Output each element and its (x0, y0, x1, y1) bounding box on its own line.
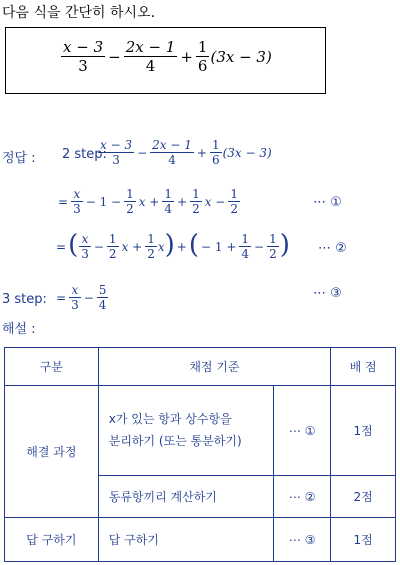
question-instruction: 다음 식을 간단히 하시오. (2, 5, 156, 21)
step-marker-2: ⋯ ② (318, 241, 347, 256)
explanation-label: 해설 : (2, 322, 36, 337)
answer-line-3: = $\frac{x}{3}$ − $\frac{5}{4}$ (56, 283, 107, 313)
marker-cell: ⋯ ② (274, 476, 331, 518)
marker-cell: ⋯ ③ (274, 518, 331, 562)
fraction-term-1: $\frac{x - 3}{3}$ (63, 38, 104, 75)
step-marker-1: ⋯ ① (313, 195, 342, 210)
fraction-term-2: $\frac{2x - 1}{4}$ (125, 38, 176, 75)
points-cell: 1점 (331, 518, 396, 562)
left-paren: ( (188, 229, 199, 260)
category-cell: 답 구하기 (5, 518, 99, 562)
header-points: 배 점 (331, 348, 396, 386)
table-header-row (5, 348, 396, 386)
table-row (5, 386, 396, 476)
points-cell: 1점 (331, 386, 396, 476)
answer-line-0: $\frac{x - 3}{3}$ − $\frac{2x - 1}{4}$ + $\frac{1}{6}$ (3x − 3) (100, 138, 272, 168)
category-cell: 해결 과정 (5, 386, 99, 518)
step3-label: 3 step: (2, 292, 47, 307)
step-marker-3: ⋯ ③ (313, 286, 342, 301)
answer-line-1: = $\frac{x}{3}$ − 1 − $\frac{1}{2}$ x + $\frac{1}{4}$ + $\frac{1}{2}$ x − $\frac{1}{2}$ (58, 187, 238, 217)
grading-table (4, 347, 396, 562)
criteria-cell: 동류항끼리 계산하기 (98, 476, 274, 518)
left-paren: ( (68, 229, 79, 260)
marker-cell: ⋯ ① (274, 386, 331, 476)
header-category: 구분 (5, 348, 99, 386)
answer-line-2: = ( $\frac{x}{3}$ − $\frac{1}{2}$ x + $\frac{1}{2}$ x ) + ( − 1 + $\frac{1}{4}$ − $\frac{1}{2}$ ) (56, 229, 290, 262)
header-criteria: 채점 기준 (98, 348, 330, 386)
criteria-cell: 답 구하기 (98, 518, 274, 562)
answer-label: 정답 : (2, 151, 36, 166)
right-paren: ) (279, 229, 290, 260)
points-cell: 2점 (331, 476, 396, 518)
step2-label: 2 step: (62, 147, 107, 162)
fraction-term-3: $\frac{1}{6}$ (197, 38, 208, 75)
question-expression: $\frac{x - 3}{3}$ − $\frac{2x - 1}{4}$ + $\frac{1}{6}$ (3x − 3) (63, 38, 272, 75)
criteria-cell: x가 있는 항과 상수항을 분리하기 (또는 통분하기) (98, 386, 274, 476)
right-paren: ) (164, 229, 175, 260)
table-row (5, 518, 396, 562)
